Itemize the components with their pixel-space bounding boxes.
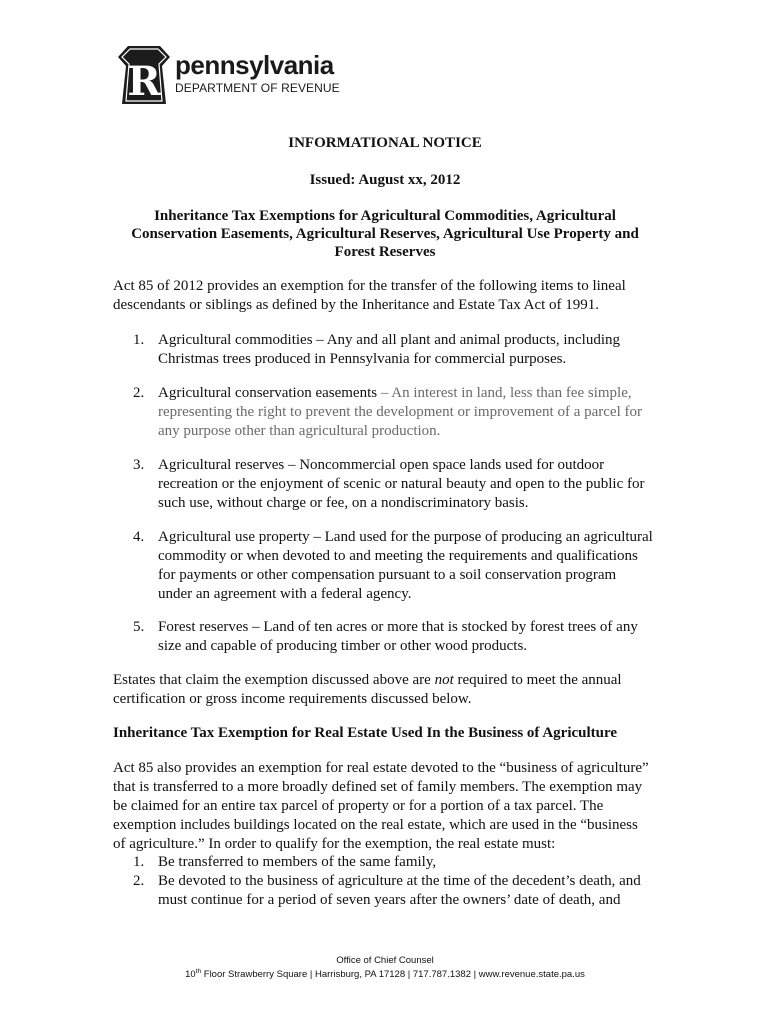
section-para-line: exemption includes buildings located on the real estate, which are used in the “business	[113, 817, 638, 833]
estates-line-2: certification or gross income requirements discussed below.	[113, 691, 472, 707]
footer-office: Office of Chief Counsel	[336, 955, 434, 966]
list-item-line: under an agreement with a federal agency.	[158, 586, 412, 602]
issued-date: Issued: August xx, 2012	[309, 172, 461, 188]
section-para-line: that is transferred to a more broadly defined set of family members. The exemption may	[113, 779, 643, 795]
list-item-line: recreation or the enjoyment of scenic or natural beauty and open to the public for	[158, 476, 645, 492]
requirement-number: 2.	[133, 873, 145, 889]
requirement-line: Be devoted to the business of agriculture at the time of the decedent’s death, and	[158, 873, 641, 889]
list-item-line: Christmas trees produced in Pennsylvania for commercial purposes.	[158, 351, 567, 367]
section-para-line: Act 85 also provides an exemption for real estate devoted to the “business of agriculture”	[113, 760, 649, 776]
list-item-line: Agricultural commodities – Any and all plant and animal products, including	[158, 332, 620, 348]
list-item-line: Agricultural use property – Land used for the purpose of producing an agricultural	[158, 529, 653, 545]
subject-line-2: Conservation Easements, Agricultural Reserves, Agricultural Use Property and	[131, 226, 639, 242]
logo	[118, 46, 358, 106]
list-item-number: 2.	[133, 385, 145, 401]
section-heading: Inheritance Tax Exemption for Real Estate Used In the Business of Agriculture	[113, 725, 618, 741]
section-para-line: be claimed for an entire tax parcel of property or for a portion of a tax parcel. The	[113, 798, 604, 814]
list-item-line: for payments or other compensation pursuant to a soil conservation program	[158, 567, 617, 583]
list-item-line: commodity or when devoted to and meeting the requirements and qualifications	[158, 548, 638, 564]
list-item-line: any purpose other than agricultural production.	[158, 423, 441, 439]
estates-line-1	[113, 671, 673, 690]
keystone-logo-icon	[118, 46, 170, 104]
list-item-number: 3.	[133, 457, 145, 473]
estates-emphasis: not	[434, 672, 454, 688]
list-item-term: Agricultural conservation easements	[158, 385, 378, 401]
footer-address-text: Floor Strawberry Square | Harrisburg, PA 17128 | 717.787.1382 | www.revenue.state.pa.us	[201, 969, 585, 980]
requirement-number: 1.	[133, 854, 145, 870]
list-item-number: 5.	[133, 619, 145, 635]
list-item-line	[158, 384, 668, 403]
list-item-line: representing the right to prevent the development or improvement of a parcel for	[158, 404, 642, 420]
estates-text: required to meet the annual	[453, 672, 622, 688]
footer-floor-number: 10	[185, 969, 196, 980]
notice-title: INFORMATIONAL NOTICE	[288, 135, 482, 151]
logo-letter: R	[127, 58, 161, 104]
list-item-line: Forest reserves – Land of ten acres or more that is stocked by forest trees of any	[158, 619, 638, 635]
list-item-number: 1.	[133, 332, 145, 348]
logo-org-name: pennsylvania	[175, 50, 334, 80]
list-item-line: size and capable of producing timber or other wood products.	[158, 638, 528, 654]
list-item-number: 4.	[133, 529, 145, 545]
estates-text: Estates that claim the exemption discussed above are	[113, 672, 435, 688]
section-para-line: of agriculture.” In order to qualify for the exemption, the real estate must:	[113, 836, 556, 852]
intro-line-1: Act 85 of 2012 provides an exemption for the transfer of the following items to lineal	[113, 278, 626, 294]
intro-line-2: descendants or siblings as defined by the Inheritance and Estate Tax Act of 1991.	[113, 297, 600, 313]
list-item-definition: – An interest in land, less than fee simple,	[377, 385, 632, 401]
subject-line-3: Forest Reserves	[334, 244, 436, 260]
list-item-line: Agricultural reserves – Noncommercial open space lands used for outdoor	[158, 457, 605, 473]
requirement-line: Be transferred to members of the same family,	[158, 854, 437, 870]
requirement-line: must continue for a period of seven years after the owners’ date of death, and	[158, 892, 621, 908]
list-item-line: such use, without charge or fee, on a nondiscriminatory basis.	[158, 495, 529, 511]
footer-floor-suffix: th	[195, 968, 202, 975]
subject-line-1: Inheritance Tax Exemptions for Agricultural Commodities, Agricultural	[154, 208, 616, 224]
footer-address	[0, 966, 770, 981]
logo-department: DEPARTMENT OF REVENUE	[175, 81, 340, 95]
